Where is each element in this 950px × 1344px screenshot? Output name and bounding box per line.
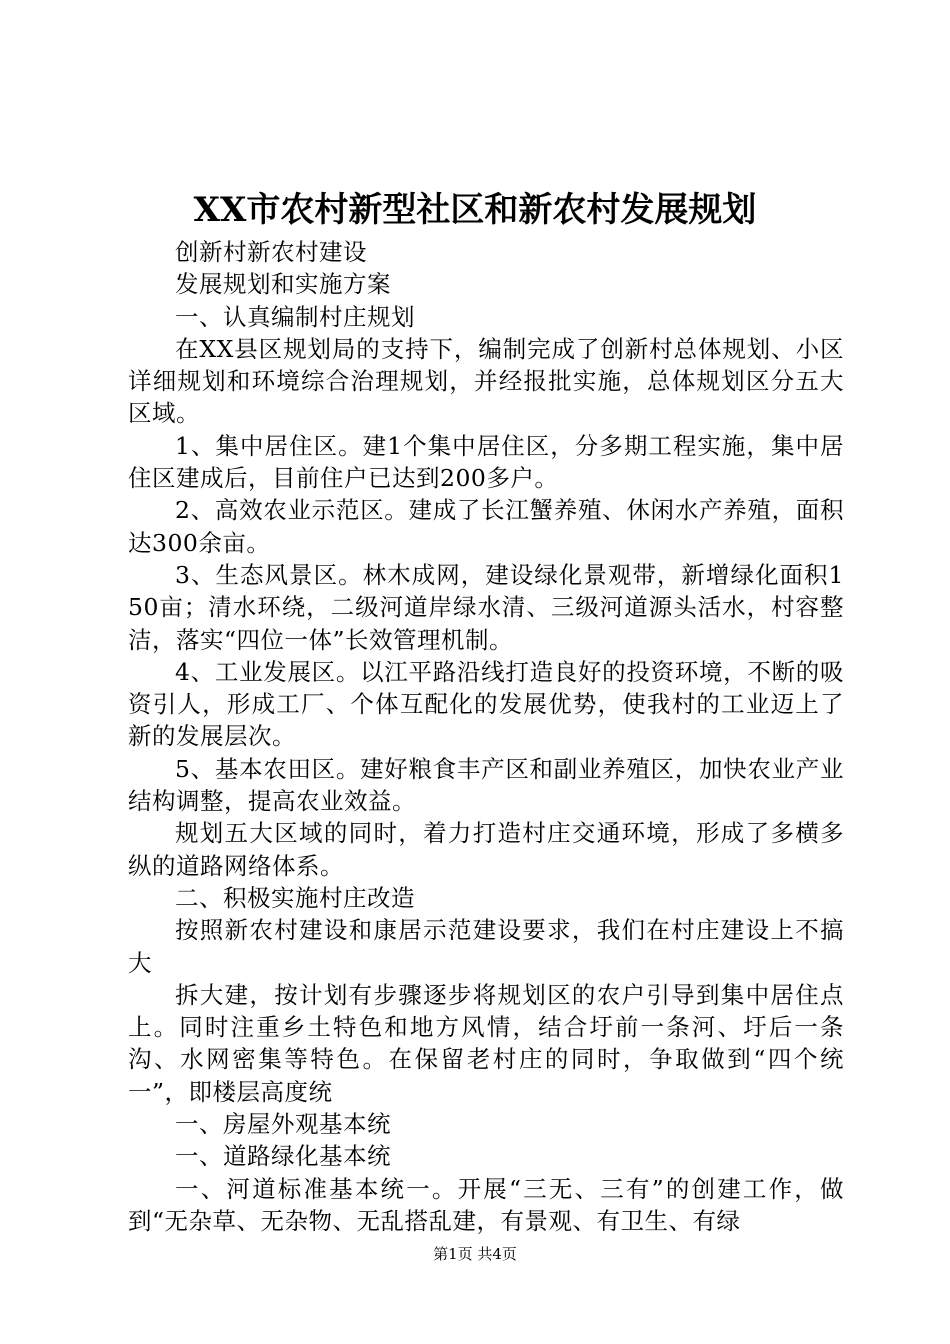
paragraph: 规划五大区域的同时，着力打造村庄交通环境，形成了多横多纵的道路网络体系。: [128, 819, 844, 880]
paragraph: 1、集中居住区。建1个集中居住区，分多期工程实施，集中居住区建成后，目前住户已达到200多户。: [128, 431, 844, 493]
paragraph: 拆大建，按计划有步骤逐步将规划区的农户引导到集中居住点上。同时注重乡土特色和地方风情，结合圩前一条河、圩后一条沟、水网密集等特色。在保留老村庄的同时，争取做到“四个统一”，即楼层高度统: [128, 980, 844, 1106]
paragraph: 发展规划和实施方案: [175, 270, 391, 299]
paragraph: 一、河道标准基本统一。开展“三无、三有”的创建工作，做到“无杂草、无杂物、无乱搭乱建，有景观、有卫生、有绿: [128, 1174, 844, 1235]
document-title: XX市农村新型社区和新农村发展规划: [193, 190, 757, 230]
page-number-footer: 第1页 共4页: [433, 1245, 517, 1263]
paragraph: 创新村新农村建设: [175, 238, 367, 266]
section-heading: 二、积极实施村庄改造: [175, 883, 415, 912]
paragraph: 一、道路绿化基本统: [175, 1142, 391, 1171]
paragraph: 3、生态风景区。林木成网，建设绿化景观带，新增绿化面积150亩；清水环绕，二级河道岸绿水清、三级河道源头活水，村容整洁，落实“四位一体”长效管理机制。: [128, 560, 844, 654]
paragraph: 5、基本农田区。建好粮食丰产区和副业养殖区，加快农业产业结构调整，提高农业效益。: [128, 754, 844, 816]
section-heading: 一、认真编制村庄规划: [175, 302, 415, 331]
paragraph: 4、工业发展区。以江平路沿线打造良好的投资环境，不断的吸资引人，形成工厂、个体互配化的发展优势，使我村的工业迈上了新的发展层次。: [128, 657, 844, 751]
paragraph: 按照新农村建设和康居示范建设要求，我们在村庄建设上不搞大: [128, 916, 844, 977]
paragraph: 在XX县区规划局的支持下，编制完成了创新村总体规划、小区详细规划和环境综合治理规划，并经报批实施，总体规划区分五大区域。: [128, 334, 844, 428]
paragraph: 2、高效农业示范区。建成了长江蟹养殖、休闲水产养殖，面积达300余亩。: [128, 496, 844, 557]
document-body: [128, 236, 844, 1237]
paragraph: 一、房屋外观基本统: [175, 1110, 391, 1139]
